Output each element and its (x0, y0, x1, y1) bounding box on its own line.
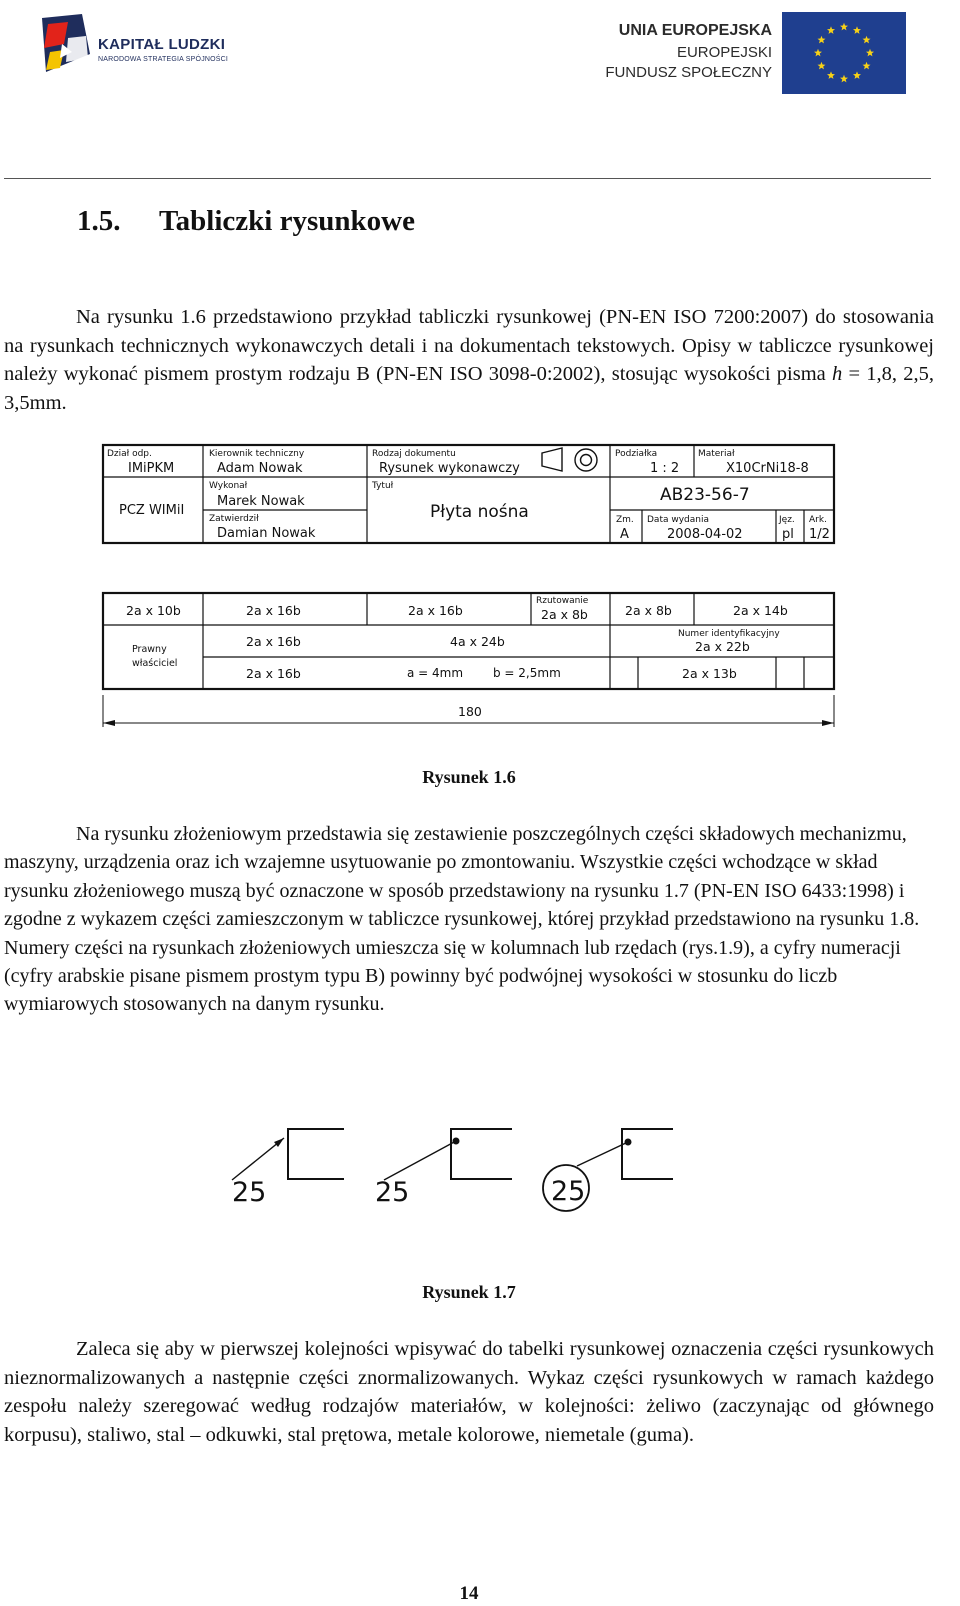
rodzaj-value: Rysunek wykonawczy (379, 461, 520, 476)
dim-c2: 2a x 16b (246, 603, 301, 618)
rodzaj-label: Rodzaj dokumentu (372, 449, 456, 459)
figure-1-6 (90, 435, 850, 735)
kapital-ludzki-logo (38, 14, 258, 78)
figure-1-7 (220, 1126, 720, 1256)
eu-flag-icon (782, 12, 906, 94)
tytul-label: Tytuł (372, 481, 394, 491)
data-label: Data wydania (647, 515, 709, 525)
dim-r2c3: 4a x 24b (450, 634, 505, 649)
paragraph-3 (4, 1335, 934, 1449)
podzialka-label: Podziałka (615, 449, 658, 459)
part-number-circle: 25 (551, 1176, 586, 1207)
eu-line-1: UNIA EUROPEJSKA (618, 22, 772, 39)
page-number: 14 (459, 1583, 479, 1604)
dim-r3c2: 2a x 16b (246, 666, 301, 681)
paragraph-1-text-b: = 1,8, 2,5, 3,5mm. (4, 363, 934, 414)
kapital-ludzki-emblem-icon (38, 14, 94, 76)
figure-1-7-caption: Rysunek 1.7 (422, 1282, 516, 1302)
jez-label: Jęz. (779, 515, 795, 525)
wykonal-label: Wykonał (209, 481, 248, 491)
paragraph-1-text-a: Na rysunku 1.6 przedstawiono przykład tabliczki rysunkowej (PN-EN ISO 7200:2007) do stosowania na rysunkach technicznych wykonawczych detali i na dokumentach tekstowych. Opisy w tabliczce rysunkowej należy wykonać pismem prostym rodzaju B (PN-EN ISO 3098-0:2002), stosując wysokości pisma (4, 306, 934, 385)
paragraph-2-text: Na rysunku złożeniowym przedstawia się zestawienie poszczególnych części składowych mechanizmu, maszyny, urządzenia oraz ich wzajemne usytuowanie po zmontowaniu. Wszystkie części wchodzące w skład rysunku złożeniowego muszą być oznaczone w sposób przedstawiony na rysunku 1.7 (PN-EN ISO 6433:1998) i zgodne z wykazem części zamieszczonym w tabliczce rysunkowej, której przykład przedstawiono na rysunku 1.8. Numery części na rysunkach złożeniowych umieszcza się w kolumnach lub rzędach (rys.1.9), a cyfry numeracji (cyfry arabskie pisane pismem prostym typu B) powinny być podwójnej wysokości w stosunku do liczb wymiarowych stosowanych na danym rysunku. (4, 823, 920, 1016)
numer-label: Numer identyfikacyjny (678, 629, 780, 639)
zm-label: Zm. (616, 515, 634, 525)
part-number-dot: 25 (375, 1177, 410, 1208)
dzial-value: IMiPKM (128, 461, 175, 476)
material-value: X10CrNi18-8 (726, 461, 809, 476)
paragraph-3-text: Zaleca się aby w pierwszej kolejności wpisywać do tabelki rysunkowej oznaczenia części rysunkowych nieznormalizowanych a następnie części znormalizowanych. Wykaz części rysunkowych w ramach każdego zespołu należy szeregować według rodzajów materiałów, w kolejności: żeliwo (zaczynając od głównego korpusu), staliwo, stal – odkuwki, stal prętowa, metale kolorowe, niemetale (guma). (4, 1338, 934, 1446)
tytul-value: Płyta nośna (430, 502, 529, 522)
section-number: 1.5. (77, 205, 121, 237)
section-title: Tabliczki rysunkowe (159, 205, 415, 237)
jez-value: pl (782, 527, 794, 542)
paragraph-2 (4, 820, 934, 1019)
material-label: Materiał (698, 449, 735, 459)
paragraph-1-var: h (832, 363, 843, 385)
total-width: 180 (458, 704, 482, 719)
id-value: AB23-56-7 (660, 485, 750, 505)
ark-label: Ark. (809, 515, 827, 525)
zatwierdzil-value: Damian Nowak (217, 526, 316, 541)
dim-r3c4: 2a x 13b (682, 666, 737, 681)
numer-value: 2a x 22b (695, 639, 750, 654)
ark-value: 1/2 (809, 527, 830, 542)
kl-title: KAPITAŁ LUDZKI (98, 36, 226, 53)
part-number-arrow: 25 (232, 1177, 267, 1208)
dzial-value-2: PCZ WIMiI (119, 503, 185, 518)
rzut-label: Rzutowanie (536, 596, 589, 606)
b-value: b = 2,5mm (493, 666, 561, 680)
rzut-value: 2a x 8b (541, 607, 588, 622)
figure-1-6-caption: Rysunek 1.6 (422, 767, 516, 787)
wykonal-value: Marek Nowak (217, 494, 305, 509)
dim-c5: 2a x 8b (625, 603, 672, 618)
eu-line-3: FUNDUSZ SPOŁECZNY (605, 64, 772, 81)
kierownik-value: Adam Nowak (217, 461, 303, 476)
eu-line-2: EUROPEJSKI (676, 44, 772, 61)
dim-c6: 2a x 14b (733, 603, 788, 618)
eu-logo (590, 12, 910, 96)
section-heading (77, 205, 415, 238)
data-value: 2008-04-02 (667, 527, 743, 542)
zm-value: A (620, 527, 629, 542)
dzial-label: Dział odp. (107, 449, 152, 459)
kl-subtitle: NARODOWA STRATEGIA SPÓJNOŚCI (98, 56, 229, 63)
dim-r2c2: 2a x 16b (246, 634, 301, 649)
zatwierdzil-label: Zatwierdził (209, 514, 259, 524)
prawny-line-2: właściciel (132, 658, 178, 669)
dim-c1: 2a x 10b (126, 603, 181, 618)
dim-c3: 2a x 16b (408, 603, 463, 618)
podzialka-value: 1 : 2 (650, 461, 680, 476)
kierownik-label: Kierownik techniczny (209, 449, 305, 459)
header-rule (4, 178, 931, 179)
a-value: a = 4mm (407, 666, 464, 680)
paragraph-1 (4, 303, 934, 417)
prawny-line-1: Prawny (132, 644, 167, 655)
